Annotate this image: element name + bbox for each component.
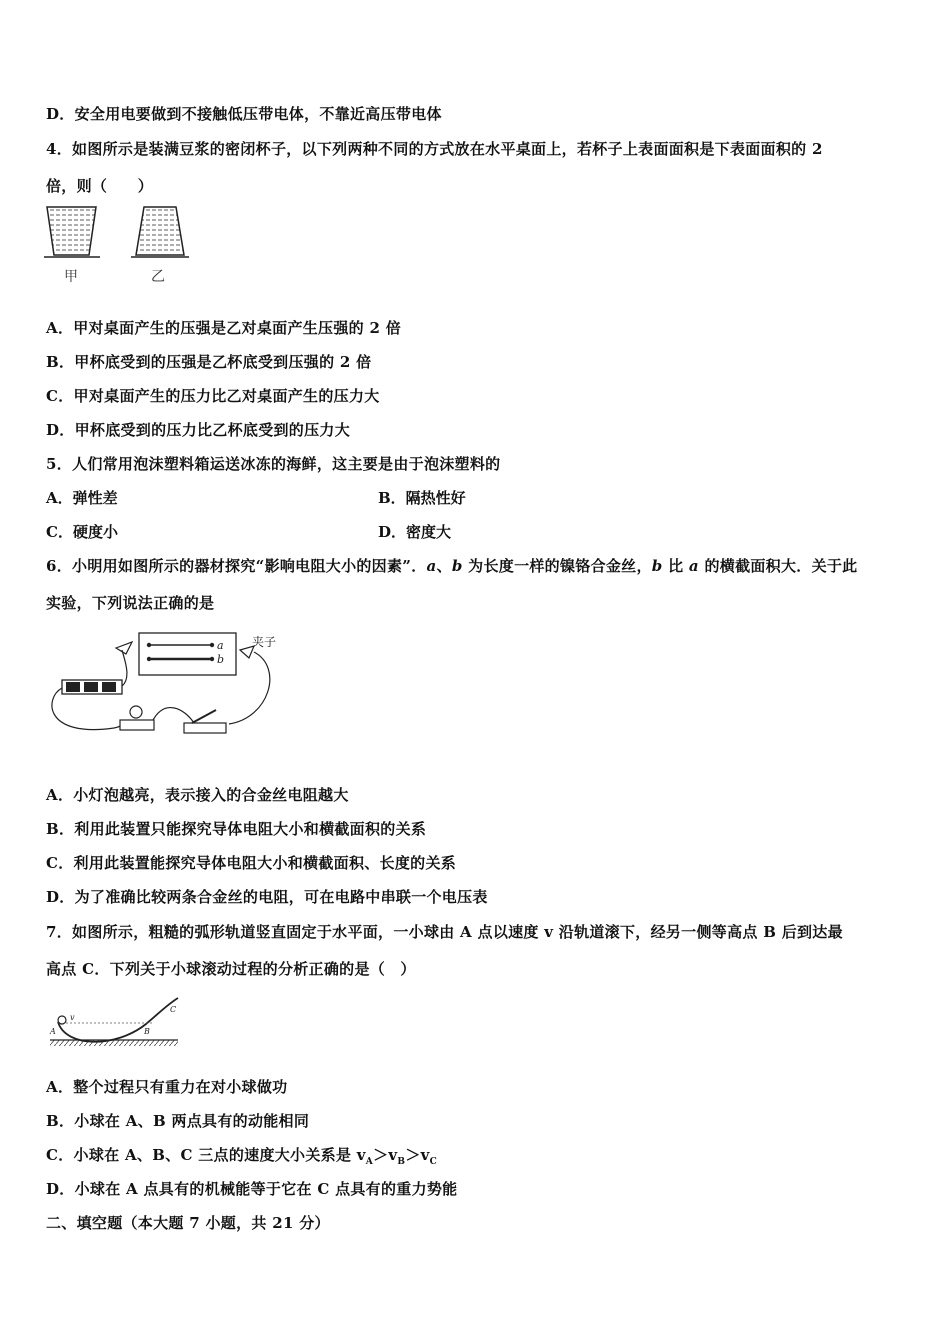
cup-jia <box>47 207 96 255</box>
svg-text:A: A <box>50 1027 56 1036</box>
q6-stem-line1: 6．小明用如图所示的器材探究“影响电阻大小的因素”．a、b 为长度一样的镍铬合金丝，b 比 a 的横截面积大．关于此 <box>46 557 858 575</box>
q5-option-c: C．硬度小 <box>46 523 118 541</box>
q5-stem: 5．人们常用泡沫塑料箱运送冰冻的海鲜，这主要是由于泡沫塑料的 <box>46 455 501 473</box>
q4-stem-line1: 4．如图所示是装满豆浆的密闭杯子，以下列两种不同的方式放在水平桌面上，若杯子上表面面积是下表面面积的 2 <box>46 140 823 158</box>
bulb-base <box>120 720 154 730</box>
q6-option-d: D．为了准确比较两条合金丝的电阻，可在电路中串联一个电压表 <box>46 888 488 906</box>
q7-track-figure <box>46 990 186 1056</box>
q4-cups-figure <box>44 203 194 289</box>
q6-option-b: B．利用此装置只能探究导体电阻大小和横截面积的关系 <box>46 820 427 838</box>
svg-text:a: a <box>217 639 224 652</box>
q4-option-b: B．甲杯底受到的压强是乙杯底受到压强的 2 倍 <box>46 353 372 371</box>
q7-option-c: C．小球在 A、B、C 三点的速度大小关系是 $v_A>v_B>v_C$ <box>46 1146 438 1167</box>
svg-text:C: C <box>170 1005 177 1014</box>
svg-text:夹子: 夹子 <box>252 635 277 649</box>
ball <box>58 1016 66 1024</box>
q7-option-b: B．小球在 A、B 两点具有的动能相同 <box>46 1112 310 1130</box>
q6-circuit-figure <box>44 628 294 746</box>
q6-option-a: A．小灯泡越亮，表示接入的合金丝电阻越大 <box>46 786 349 804</box>
svg-text:b: b <box>217 653 225 666</box>
svg-text:B: B <box>144 1027 150 1036</box>
q7-option-a: A．整个过程只有重力在对小球做功 <box>46 1078 288 1096</box>
q4-option-c: C．甲对桌面产生的压力比乙对桌面产生的压力大 <box>46 387 380 405</box>
switch-base <box>184 723 226 733</box>
q5-option-a: A．弹性差 <box>46 489 118 507</box>
q5-option-d: D．密度大 <box>378 523 452 541</box>
arc-track <box>58 998 178 1042</box>
left-clip <box>116 642 132 654</box>
q7-stem-line2: 高点 C．下列关于小球滚动过程的分析正确的是（ ） <box>46 960 416 978</box>
q7-stem-line1: 7．如图所示，粗糙的弧形轨道竖直固定于水平面，一小球由 A 点以速度 v 沿轨道滚下，经另一侧等高点 B 后到达最 <box>46 923 843 941</box>
switch-lever <box>192 710 216 723</box>
q7-option-d: D．小球在 A 点具有的机械能等于它在 C 点具有的重力势能 <box>46 1180 458 1198</box>
q4-option-a: A．甲对桌面产生的压强是乙对桌面产生压强的 2 倍 <box>46 319 402 337</box>
q6-stem-line2: 实验，下列说法正确的是 <box>46 594 215 612</box>
svg-text:v: v <box>70 1013 75 1022</box>
q4-stem-line2: 倍，则（ ） <box>46 177 154 195</box>
q3-option-d: D．安全用电要做到不接触低压带电体，不靠近高压带电体 <box>46 105 442 123</box>
section2-title: 二、填空题（本大题 7 小题，共 21 分） <box>46 1214 330 1232</box>
cup-yi <box>136 207 184 255</box>
label-yi: 乙 <box>151 269 165 285</box>
label-jia: 甲 <box>64 269 78 285</box>
q6-option-c: C．利用此装置能探究导体电阻大小和横截面积、长度的关系 <box>46 854 457 872</box>
q5-option-b: B．隔热性好 <box>378 489 466 507</box>
q4-option-d: D．甲杯底受到的压力比乙杯底受到的压力大 <box>46 421 351 439</box>
bulb <box>130 706 142 718</box>
